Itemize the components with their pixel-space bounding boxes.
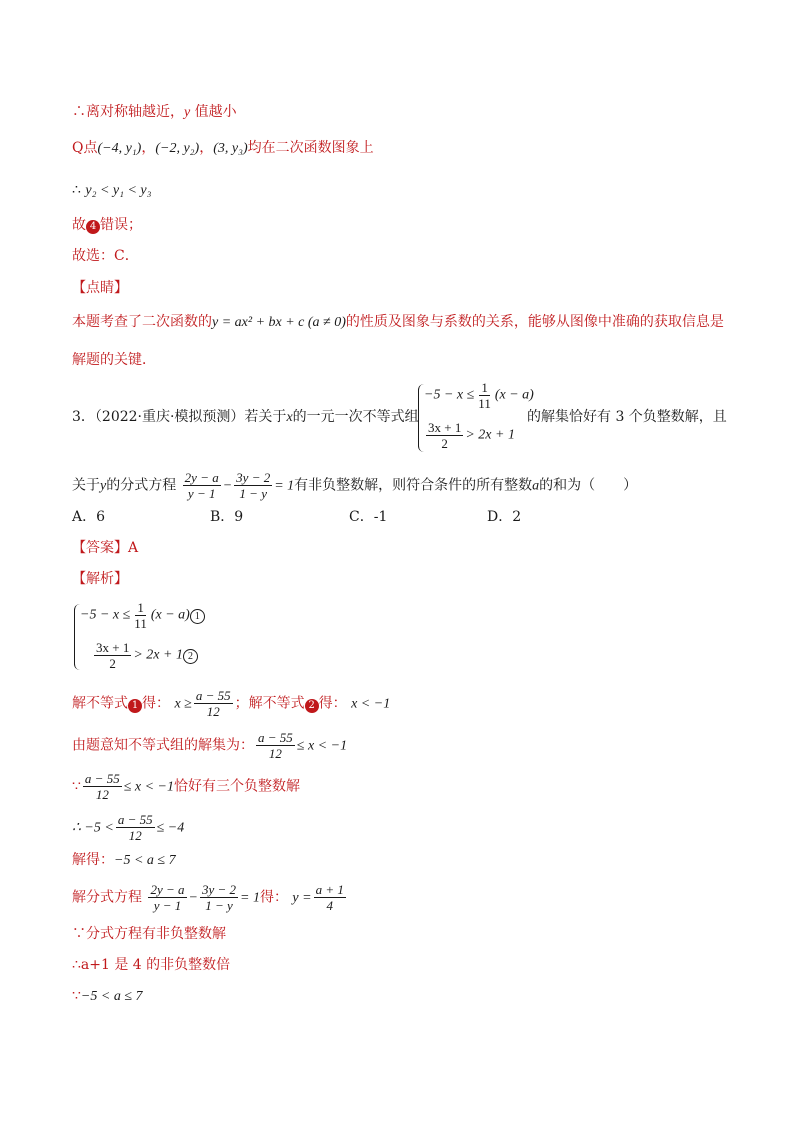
- text: 错误；: [100, 217, 142, 233]
- separator: ，: [199, 140, 214, 156]
- line-choose: [72, 246, 139, 266]
- denominator: 12: [95, 787, 109, 802]
- expr: −5 − x ≤: [80, 607, 131, 623]
- text: ∵: [72, 988, 81, 1004]
- quadratic-expression: y = ax² + bx + c (a ≠ 0): [212, 315, 346, 330]
- point-2: (−2, y₂): [155, 141, 200, 156]
- text: 解不等式: [72, 695, 128, 712]
- text: 故: [72, 217, 86, 233]
- fraction: [83, 771, 122, 802]
- text: 解得：: [72, 852, 114, 868]
- expr: −5 < a ≤ 7: [80, 989, 143, 1004]
- analysis-system-row-2: [92, 640, 198, 671]
- denominator: 12: [206, 704, 220, 719]
- numerator: 2y − a: [184, 470, 219, 485]
- denominator: y − 1: [153, 898, 182, 913]
- fraction: [94, 640, 131, 671]
- fraction: [132, 600, 149, 631]
- numerator: a + 1: [315, 882, 344, 897]
- step-multiple-of-4: [72, 955, 230, 975]
- numerator: 1: [137, 600, 144, 615]
- fraction: [183, 470, 221, 501]
- expr: y =: [292, 890, 312, 906]
- step-solve-a: [72, 850, 176, 871]
- step-bounds: [72, 812, 184, 843]
- var-x: x: [286, 410, 293, 425]
- text: ；解不等式: [234, 695, 305, 712]
- step-nonneg-solution: [72, 924, 226, 944]
- line-key: [72, 350, 156, 370]
- numerator: 1: [481, 380, 488, 395]
- text: 解分式方程: [72, 889, 142, 906]
- text: ∵: [72, 778, 81, 795]
- text: 本题考查了二次函数的: [72, 314, 212, 330]
- numerator: 3x + 1: [428, 420, 462, 435]
- text: 有非负整数解，则符合条件的所有整数: [294, 477, 533, 494]
- equals: = 1: [240, 890, 260, 906]
- circled-number-icon: 1: [128, 699, 142, 713]
- line-symmetry-axis: [72, 102, 237, 123]
- step-solve-inequalities: [72, 688, 390, 719]
- choice-label: A．6: [72, 509, 106, 525]
- text: ∵分式方程有非负整数解: [72, 926, 226, 942]
- analysis-heading: [72, 569, 128, 589]
- circled-number-icon: 2: [183, 649, 198, 664]
- expr: (x − a): [150, 607, 190, 623]
- text: 值越小: [194, 104, 237, 120]
- therefore-symbol: ∴: [72, 182, 81, 198]
- separator: ，: [141, 140, 156, 156]
- analysis-system-row-1: [80, 600, 205, 631]
- text: 的和为（ ）: [539, 477, 638, 494]
- expr: ≤ x < −1: [123, 779, 174, 795]
- numerator: 2y − a: [150, 882, 185, 897]
- text: ∴a+1 是 4 的非负整数倍: [72, 957, 231, 973]
- circled-number-icon: 2: [305, 699, 319, 713]
- denominator: 12: [268, 746, 282, 761]
- line-order: [72, 180, 152, 201]
- choice-a[interactable]: [72, 507, 105, 527]
- fraction: [426, 420, 463, 451]
- step-solution-set: [72, 730, 347, 761]
- choice-d[interactable]: [487, 507, 521, 527]
- text: 解题的关键．: [72, 352, 156, 368]
- text: 恰好有三个负整数解: [174, 778, 300, 795]
- numerator: 3x + 1: [96, 640, 130, 655]
- denominator: 1 − y: [205, 898, 233, 913]
- numerator: 3y − 2: [201, 882, 236, 897]
- minus: −: [222, 478, 233, 494]
- numerator: a − 55: [258, 730, 293, 745]
- text: Q点: [72, 140, 98, 156]
- step-three-negative-integers: [72, 771, 300, 802]
- text: 得：: [318, 695, 347, 712]
- expr: ∴ −5 <: [72, 820, 114, 836]
- text: 故选：C．: [72, 248, 139, 264]
- text: 均在二次函数图象上: [247, 140, 374, 156]
- fraction: [314, 882, 346, 913]
- text: 得：: [142, 695, 170, 712]
- fraction: [234, 470, 272, 501]
- fraction: [476, 380, 493, 411]
- expr: ≤ x < −1: [296, 738, 348, 754]
- point-1: (−4, y₁): [97, 141, 142, 156]
- text: 得：: [259, 889, 288, 906]
- expr: −5 < a ≤ 7: [114, 853, 176, 868]
- text: 由题意知不等式组的解集为：: [72, 737, 254, 754]
- step-solve-fraction-equation: [72, 882, 348, 913]
- numerator: a − 55: [117, 812, 153, 827]
- text: 的解集恰好有 3 个负整数解，且: [527, 409, 727, 425]
- text: ∴离对称轴越近，: [72, 104, 184, 120]
- text: 【解析】: [72, 571, 128, 587]
- question-3-line-2: [72, 470, 637, 501]
- system-row-2: [424, 420, 515, 451]
- denominator: 4: [326, 898, 333, 913]
- system-row-1: [424, 380, 534, 411]
- expr: x ≥: [174, 696, 192, 712]
- expr: > 2x + 1: [133, 647, 183, 663]
- expr: > 2x + 1: [465, 427, 515, 443]
- fraction: [148, 882, 186, 913]
- point-3: (3, y₃): [213, 141, 248, 156]
- expr: x < −1: [351, 696, 391, 712]
- denominator: 2: [441, 436, 448, 451]
- step-range-a: [72, 986, 143, 1007]
- fraction: [200, 882, 238, 913]
- text: 3．（2022·重庆·模拟预测）若关于: [72, 409, 287, 425]
- inequality: y₂ < y₁ < y₃: [85, 183, 152, 198]
- fraction: [256, 730, 295, 761]
- text: 【点睛】: [72, 280, 128, 296]
- line-points: [72, 138, 374, 159]
- equals: = 1: [274, 478, 295, 494]
- numerator: a − 55: [84, 771, 120, 786]
- fraction: [194, 688, 233, 719]
- choice-label: D．2: [487, 509, 522, 525]
- denominator: 2: [109, 656, 116, 671]
- circled-number-icon: 4: [86, 220, 100, 234]
- circled-number-icon: 1: [190, 609, 205, 624]
- question-3-line-1-tail: [527, 407, 727, 427]
- numerator: 3y − 2: [236, 470, 271, 485]
- line-summary: [72, 312, 724, 333]
- denominator: 12: [128, 828, 142, 843]
- expr: −5 − x ≤: [424, 387, 475, 403]
- minus: −: [188, 890, 198, 906]
- choice-c[interactable]: [349, 507, 387, 527]
- denominator: 11: [134, 616, 147, 631]
- choice-label: C．-1: [349, 509, 388, 525]
- expr: (x − a): [494, 387, 534, 403]
- text: 的性质及图象与系数的关系，能够从图像中准确的获取信息是: [345, 314, 724, 330]
- choice-label: B．9: [210, 509, 244, 525]
- var-y: y: [184, 105, 191, 120]
- denominator: 11: [478, 396, 491, 411]
- var-a: a: [532, 478, 540, 494]
- line-conclusion-4: [72, 215, 142, 235]
- denominator: y − 1: [187, 486, 216, 501]
- text: 【答案】A: [72, 540, 139, 556]
- choice-b[interactable]: [210, 507, 243, 527]
- text: 关于: [72, 477, 100, 494]
- question-3-line-1: [72, 407, 419, 428]
- expr: ≤ −4: [156, 820, 185, 836]
- fraction: [116, 812, 155, 843]
- answer-line: [72, 538, 138, 558]
- text: 的分式方程: [106, 477, 177, 494]
- heading-dianjing: [72, 278, 128, 298]
- text: 的一元一次不等式组: [292, 409, 419, 425]
- denominator: 1 − y: [239, 486, 267, 501]
- numerator: a − 55: [195, 688, 231, 703]
- var-y: y: [100, 478, 107, 494]
